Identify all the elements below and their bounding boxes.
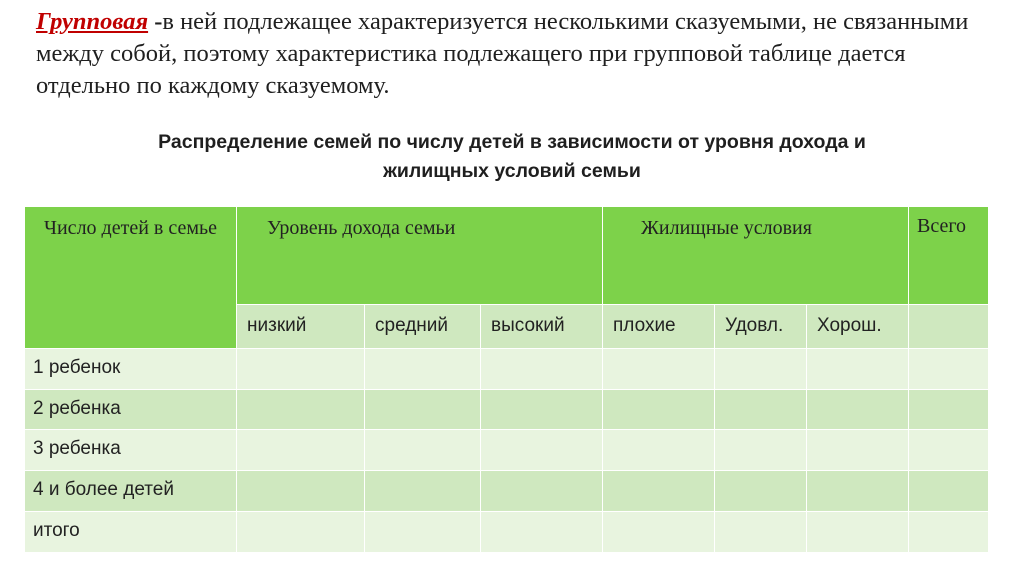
group-table xyxy=(24,206,989,553)
table-cell xyxy=(807,430,909,471)
header-housing: Жилищные условия xyxy=(603,207,909,305)
table-cell xyxy=(237,349,365,390)
subheader-high: высокий xyxy=(481,305,603,349)
table-cell xyxy=(909,390,989,430)
row-label: 2 ребенка xyxy=(25,390,237,430)
table-cell xyxy=(715,349,807,390)
table-cell xyxy=(481,390,603,430)
table-cell xyxy=(603,349,715,390)
caption-line-1: Распределение семей по числу детей в зависимости от уровня дохода и xyxy=(158,131,866,153)
header-income: Уровень дохода семьи xyxy=(237,207,603,305)
table-cell xyxy=(365,430,481,471)
table-cell xyxy=(807,471,909,512)
caption-line-2: жилищных условий семьи xyxy=(383,160,641,182)
subheader-low: низкий xyxy=(237,305,365,349)
table-cell xyxy=(365,471,481,512)
table-caption xyxy=(0,128,1024,186)
table-cell xyxy=(365,390,481,430)
table-cell xyxy=(237,430,365,471)
table-cell xyxy=(715,512,807,553)
subheader-medium: средний xyxy=(365,305,481,349)
table-cell xyxy=(603,390,715,430)
table-cell xyxy=(603,430,715,471)
row-label: 3 ребенка xyxy=(25,430,237,471)
intro-text: в ней подлежащее характеризуется несколькими сказуемыми, не связанными между собой, поэтому характеристика подлежащего при групповой таблице дается отдельно по каждому сказуемому. xyxy=(36,8,969,99)
term-dash: - xyxy=(148,8,163,35)
subheader-good: Хорош. xyxy=(807,305,909,349)
subheader-satisfactory: Удовл. xyxy=(715,305,807,349)
table-cell xyxy=(909,430,989,471)
table-cell xyxy=(365,512,481,553)
table-cell xyxy=(807,390,909,430)
table-cell xyxy=(715,430,807,471)
subheader-poor: плохие xyxy=(603,305,715,349)
table-cell xyxy=(481,512,603,553)
header-row xyxy=(25,207,989,305)
table-cell xyxy=(807,349,909,390)
table-cell xyxy=(715,471,807,512)
subheader-total-empty xyxy=(909,305,989,349)
table-cell xyxy=(237,471,365,512)
table-cell xyxy=(603,512,715,553)
table-row xyxy=(25,390,989,430)
table-row xyxy=(25,349,989,390)
table-cell xyxy=(909,512,989,553)
table-cell xyxy=(909,349,989,390)
table-cell xyxy=(481,430,603,471)
intro-paragraph xyxy=(36,6,996,102)
table-row xyxy=(25,512,989,553)
table-cell xyxy=(481,349,603,390)
table-cell xyxy=(237,390,365,430)
table-cell xyxy=(481,471,603,512)
table-row xyxy=(25,471,989,512)
header-total: Всего xyxy=(909,207,989,305)
table-cell xyxy=(237,512,365,553)
row-label: итого xyxy=(25,512,237,553)
row-label: 1 ребенок xyxy=(25,349,237,390)
table-cell xyxy=(807,512,909,553)
table-cell xyxy=(909,471,989,512)
row-label: 4 и более детей xyxy=(25,471,237,512)
header-children: Число детей в семье xyxy=(25,207,237,349)
table-row xyxy=(25,430,989,471)
table-cell xyxy=(603,471,715,512)
table-cell xyxy=(715,390,807,430)
term-group: Групповая xyxy=(36,8,149,35)
table-cell xyxy=(365,349,481,390)
